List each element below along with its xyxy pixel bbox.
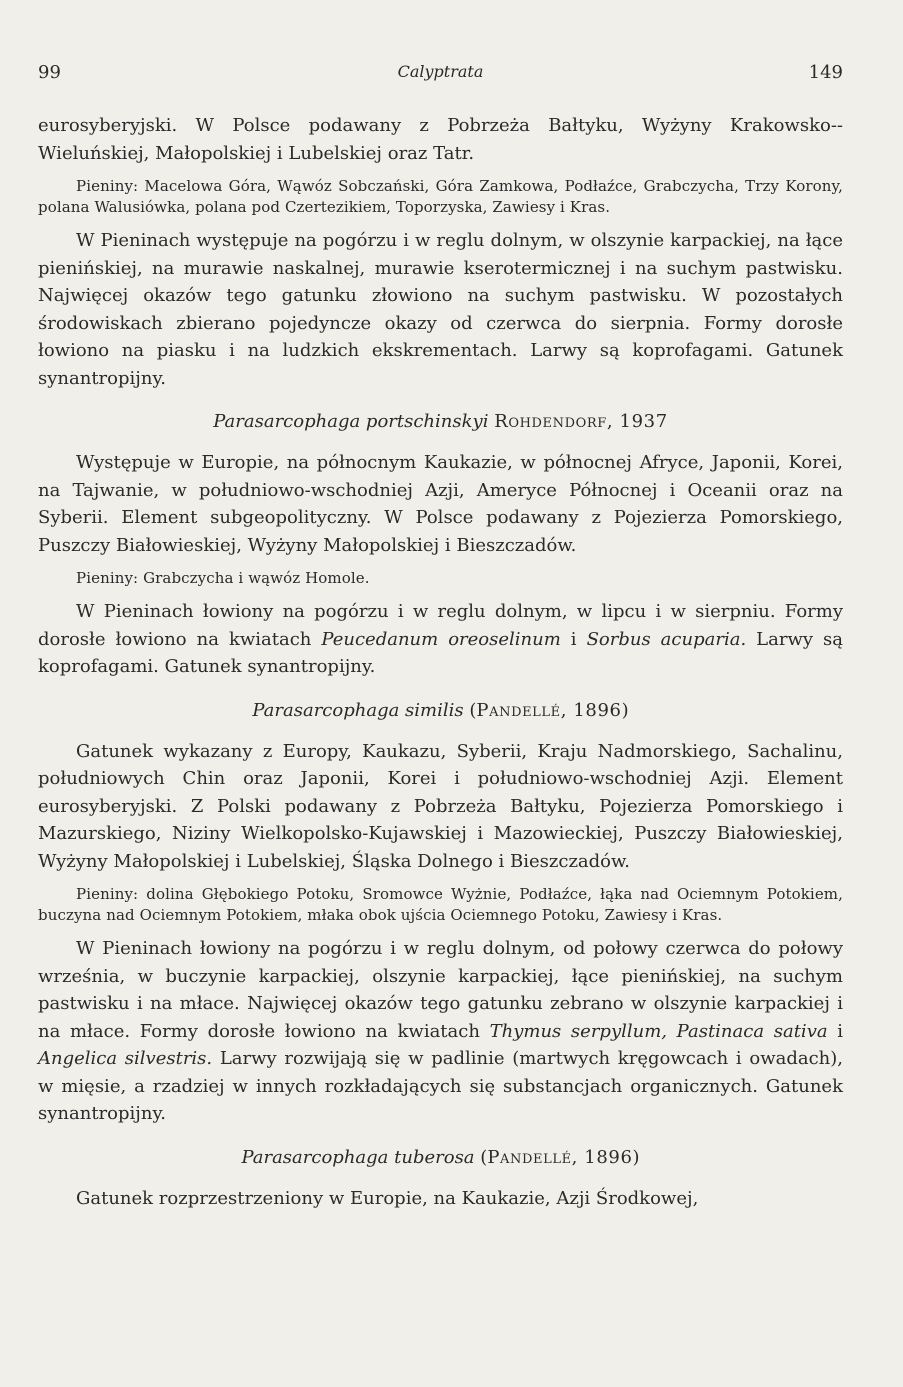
species-name: Parasarcophaga similis bbox=[252, 699, 464, 721]
running-title: Calyptrata bbox=[397, 62, 484, 81]
author-bracket: ( bbox=[480, 1146, 488, 1168]
page-body bbox=[38, 112, 843, 1212]
species-heading-tuberosa bbox=[38, 1144, 843, 1171]
intro-paragraph: eurosyberyjski. W Polsce podawany z Pobrzeża Bałtyku, Wyżyny Krakowsko--Wieluńskiej, Małopolskiej i Lubelskiej oraz Tatr. bbox=[38, 115, 843, 164]
species-author: Rohdendorf, 1937 bbox=[494, 411, 668, 432]
species-ecology-paragraph bbox=[38, 935, 843, 1128]
text-run: i bbox=[827, 1020, 844, 1042]
species-distribution-paragraph: Występuje w Europie, na północnym Kaukazie, w północnej Afryce, Japonii, Korei, na Tajwanie, w południowo-wschodniej Azji, Ameryce Północnej i Oceanii oraz na Syberii. Element subgeopolityczny. W Polsce podawany z Pojezierza Pomorskiego, Puszczy Białowieskiej, Wyżyny Małopolskiej i Bieszczadów. bbox=[38, 452, 843, 556]
species-localities: Pieniny: Grabczycha i wąwóz Homole. bbox=[76, 569, 370, 587]
author-bracket: ( bbox=[469, 699, 477, 721]
species-heading-similis bbox=[38, 697, 843, 724]
left-page-number: 99 bbox=[38, 62, 61, 83]
species-heading-portschinskyi bbox=[38, 408, 843, 435]
intro-localities: Pieniny: Macelowa Góra, Wąwóz Sobczański, Góra Zamkowa, Podłaźce, Grabczycha, Trzy Korony, polana Walusiówka, polana pod Czertezikiem, Toporzyska, Zawiesy i Kras. bbox=[38, 177, 843, 216]
species-localities: Pieniny: dolina Głębokiego Potoku, Sromowce Wyżnie, Podłaźce, łąka nad Ociemnym Potokiem, buczyna nad Ociemnym Potokiem, młaka obok ujścia Ociemnego Potoku, Zawiesy i Kras. bbox=[38, 885, 843, 924]
page-number: 149 bbox=[808, 62, 843, 83]
plant-name: Peucedanum oreoselinum bbox=[321, 628, 561, 650]
author-bracket: ) bbox=[621, 699, 629, 721]
species-author: Pandellé, 1896 bbox=[487, 1146, 633, 1168]
intro-ecology-paragraph: W Pieninach występuje na pogórzu i w reglu dolnym, w olszynie karpackiej, na łące pienińskiej, na murawie naskalnej, murawie kserotermicznej i na suchym pastwisku. Najwięcej okazów tego gatunku złowiono na suchym pastwisku. W pozostałych środowiskach zbierano pojedyncze okazy od czerwca do sierpnia. Formy dorosłe łowiono na piasku i na ludzkich ekskrementach. Larwy są koprofagami. Gatunek synantropijny. bbox=[38, 230, 843, 389]
text-run: W Pieninach łowiony na pogórzu i w reglu dolnym, w lipcu i w sierpniu. Formy dorosłe łowiono na kwiatach bbox=[38, 601, 843, 650]
species-ecology-paragraph bbox=[38, 598, 843, 681]
plant-name: Sorbus acuparia. bbox=[586, 628, 747, 650]
text-run: Larwy rozwijają się w padlinie (martwych kręgowcach i owadach), w mięsie, a rzadziej w innych rozkładających się substancjach organicznych. Gatunek synantropijny. bbox=[38, 1048, 843, 1124]
running-header bbox=[38, 62, 843, 90]
plant-name: Thymus serpyllum, Pastinaca sativa bbox=[489, 1020, 828, 1042]
species-author: Pandellé, 1896 bbox=[476, 699, 622, 721]
plant-name: Angelica silvestris. bbox=[38, 1048, 213, 1069]
author-bracket: ) bbox=[632, 1146, 640, 1168]
species-name: Parasarcophaga tuberosa bbox=[241, 1146, 475, 1168]
species-distribution-paragraph: Gatunek wykazany z Europy, Kaukazu, Syberii, Kraju Nadmorskiego, Sachalinu, południowych Chin oraz Japonii, Korei i południowo-wschodniej Azji. Element eurosyberyjski. Z Polski podawany z Pobrzeża Bałtyku, Pojezierza Pomorskiego i Mazurskiego, Niziny Wielkopolsko-Kujawskiej i Mazowieckiej, Puszczy Białowieskiej, Wyżyny Małopolskiej i Lubelskiej, Śląska Dolnego i Bieszczadów. bbox=[38, 740, 843, 872]
species-distribution-paragraph: Gatunek rozprzestrzeniony w Europie, na Kaukazie, Azji Środkowej, bbox=[76, 1187, 699, 1209]
text-run: Larwy są koprofagami. Gatunek synantropijny. bbox=[38, 628, 844, 677]
text-run: W Pieninach łowiony na pogórzu i w reglu dolnym, od połowy czerwca do połowy września, w buczynie karpackiej, olszynie karpackiej, łące pienińskiej, na suchym pastwisku i na młace. Najwięcej okazów tego gatunku zebrano w olszynie karpackiej i na młace. Formy dorosłe łowiono na kwiatach bbox=[38, 938, 843, 1042]
species-name: Parasarcophaga portschinskyi bbox=[213, 411, 489, 432]
text-run: i bbox=[560, 628, 587, 650]
